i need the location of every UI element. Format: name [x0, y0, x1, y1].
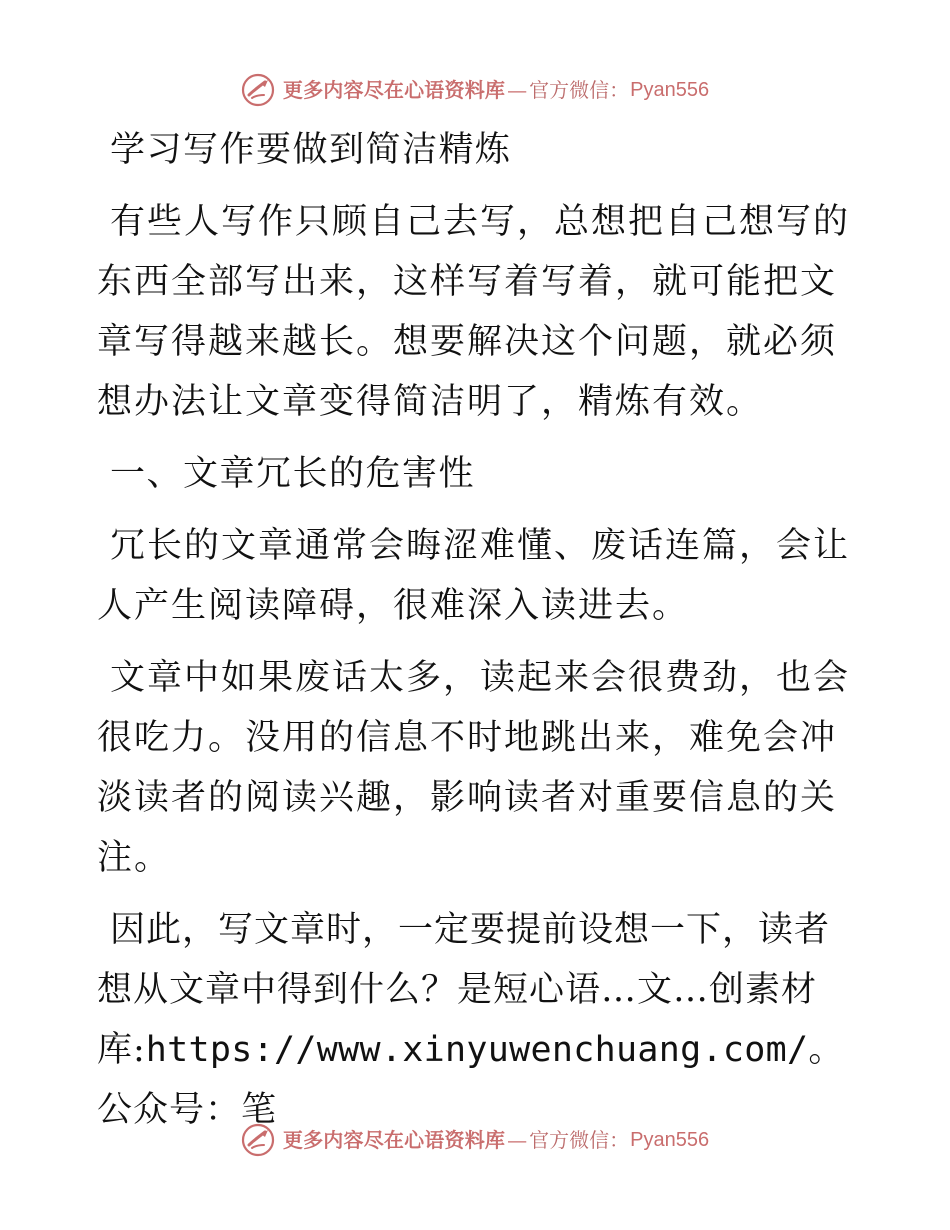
- banner-subtext: 官方微信：: [529, 1128, 630, 1152]
- final-paragraph-url: https://www.xinyuwenchuang.com/: [145, 1030, 809, 1070]
- details-paragraph: 文章中如果废话太多，读起来会很费劲，也会很吃力。没用的信息不时地跳出来，难免会冲淡读者的阅读兴趣，影响读者对重要信息的关注。: [97, 658, 851, 878]
- harm-paragraph: 冗长的文章通常会晦涩难懂、废话连篇，会让人产生阅读障碍，很难深入读进去。: [97, 526, 851, 626]
- document-title: 学习写作要做到简洁精炼: [110, 130, 512, 170]
- pen-logo-icon: [241, 1123, 275, 1157]
- pen-logo-icon: [241, 73, 275, 107]
- banner-text: [283, 1130, 709, 1150]
- banner-main-text: 更多内容尽在心语资料库: [282, 78, 506, 102]
- banner-separator: —: [507, 1128, 528, 1152]
- banner-wechat-id: Pyan556: [630, 1129, 710, 1151]
- banner-text: [283, 80, 709, 100]
- bottom-watermark-banner: [0, 1120, 950, 1160]
- banner-main-text: 更多内容尽在心语资料库: [282, 1128, 506, 1152]
- banner-wechat-id: Pyan556: [630, 79, 710, 101]
- final-paragraph: [97, 900, 857, 1140]
- section-heading: 一、文章冗长的危害性: [110, 454, 476, 494]
- document-content: [97, 120, 857, 1140]
- intro-paragraph: 有些人写作只顾自己去写，总想把自己想写的东西全部写出来，这样写着写着，就可能把文章写得越来越长。想要解决这个问题，就必须想办法让文章变得简洁明了，精炼有效。: [97, 202, 851, 422]
- final-paragraph-suffix: 。公众号：笔: [97, 1030, 845, 1130]
- final-paragraph-prefix: 因此，写文章时，一定要提前设想一下，读者想从文章中得到什么？是短心语…文…创素材库:: [97, 910, 831, 1070]
- top-watermark-banner: [0, 70, 950, 110]
- banner-separator: —: [507, 78, 528, 102]
- banner-subtext: 官方微信：: [529, 78, 630, 102]
